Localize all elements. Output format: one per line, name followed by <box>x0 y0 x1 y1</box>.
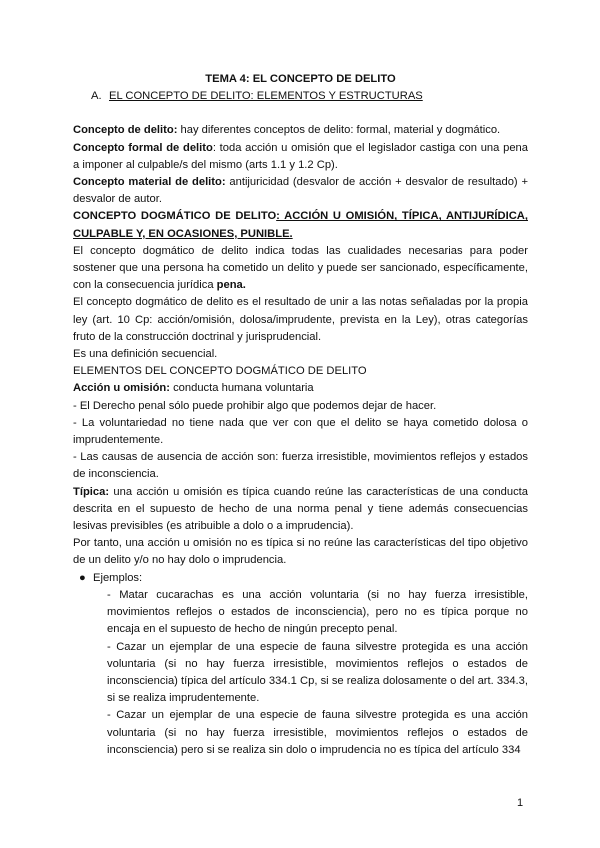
term-underlined: : ACCIÓN U OMISIÓN, TÍPICA, ANTIJURÍDICA, CULPABLE Y, EN OCASIONES, PUNIBLE. <box>73 210 528 240</box>
paragraph-secuencial: Es una definición secuencial. <box>73 348 218 361</box>
term-lead: CONCEPTO DOGMÁTICO DE DELITO <box>73 210 277 223</box>
paragraph-text: El concepto dogmático de delito indica todas las cualidades necesarias para poder sostener que una persona ha cometido un delito y puede ser sancionado, específicamente, con la consecuencia jurídica <box>73 244 528 292</box>
paragraph-tipica <box>73 484 528 536</box>
term-bold: pena. <box>216 279 246 292</box>
paragraph-resultado: El concepto dogmático de delito es el resultado de unir a las notas señaladas por la propia ley (art. 10 Cp: acción/omisión, dolosa/imprudente, prevista en la Ley), otras categorías fruto de la construcción doctrinal y jurisprudencial. <box>73 296 528 343</box>
example-cazar-tipica: - Cazar un ejemplar de una especie de fauna silvestre protegida es una acción voluntaria (si no hay fuerza irresistible, movimientos reflejos o estados de inconsciencia) típica del artículo 334.1 Cp, si se realiza dolosamente o del art. 334.3, si se realiza imprudentemente. <box>107 640 528 705</box>
paragraph-text: antijuricidad (desvalor de acción + desvalor de resultado) + desvalor de autor. <box>73 176 529 206</box>
section-letter: A. <box>91 90 102 103</box>
section-label: EL CONCEPTO DE DELITO: ELEMENTOS Y ESTRUCTURAS <box>109 90 423 103</box>
paragraph-por-tanto: Por tanto, una acción u omisión no es típica si no reúne las características del tipo objetivo de un delito y/o no hay dolo o imprudencia. <box>73 537 528 567</box>
document-body <box>73 71 528 759</box>
term-lead: Concepto de delito: <box>73 124 178 137</box>
paragraph-concepto-delito <box>73 122 528 139</box>
example-cucarachas: - Matar cucarachas es una acción voluntaria (si no hay fuerza irresistible, movimientos reflejos o estados de inconsciencia), pero no es típica porque no encaja en el supuesto de hecho de ningún precepto penal. <box>107 588 528 636</box>
paragraph-text: : toda acción u omisión que el legislador castiga con una pena a imponer al culpable/s del mismo (arts 1.1 y 1.2 Cp). <box>73 141 528 171</box>
paragraph-concepto-dogmatico <box>73 208 528 242</box>
paragraph-text: conducta humana voluntaria <box>169 382 314 395</box>
page-number: 1 <box>517 797 524 809</box>
paragraph-definicion <box>73 243 528 295</box>
section-heading <box>91 88 528 105</box>
paragraph-derecho-penal: - El Derecho penal sólo puede prohibir algo que podemos dejar de hacer. <box>73 399 437 412</box>
paragraph-elementos-heading: ELEMENTOS DEL CONCEPTO DOGMÁTICO DE DELITO <box>73 365 367 378</box>
paragraph-text: una acción u omisión es típica cuando reúne las características de una conducta descrita en el supuesto de hecho de una norma penal y tiene además consecuencias lesivas previsibles (es atribuible a dolo o a imprudencia). <box>73 485 528 533</box>
bullet-label: Ejemplos: <box>93 571 143 584</box>
paragraph-voluntariedad: - La voluntariedad no tiene nada que ver con que el delito se haya cometido dolosa o imprudentemente. <box>73 416 528 447</box>
bullet-icon: ● <box>79 571 86 584</box>
paragraph-accion <box>73 380 528 397</box>
term-lead: Concepto formal de delito <box>73 141 213 154</box>
term-lead: Concepto material de delito: <box>73 176 226 189</box>
paragraph-causas-ausencia: - Las causas de ausencia de acción son: fuerza irresistible, movimientos reflejos y estados de inconsciencia. <box>73 451 528 481</box>
paragraph-concepto-formal <box>73 140 528 174</box>
paragraph-concepto-material <box>73 174 528 208</box>
term-lead: Acción u omisión: <box>73 382 170 395</box>
spacer <box>73 105 528 122</box>
document-title: TEMA 4: EL CONCEPTO DE DELITO <box>205 73 396 85</box>
example-cazar-no-tipica: - Cazar un ejemplar de una especie de fauna silvestre protegida es una acción voluntaria (si no hay fuerza irresistible, movimientos reflejos o estados de inconsciencia) pero si se realiza sin dolo o imprudencia no es típica del artículo 334 <box>107 709 528 756</box>
term-lead: Típica: <box>73 485 110 498</box>
bullet-ejemplos <box>73 570 528 587</box>
paragraph-text: hay diferentes conceptos de delito: formal, material y dogmático. <box>177 124 501 137</box>
